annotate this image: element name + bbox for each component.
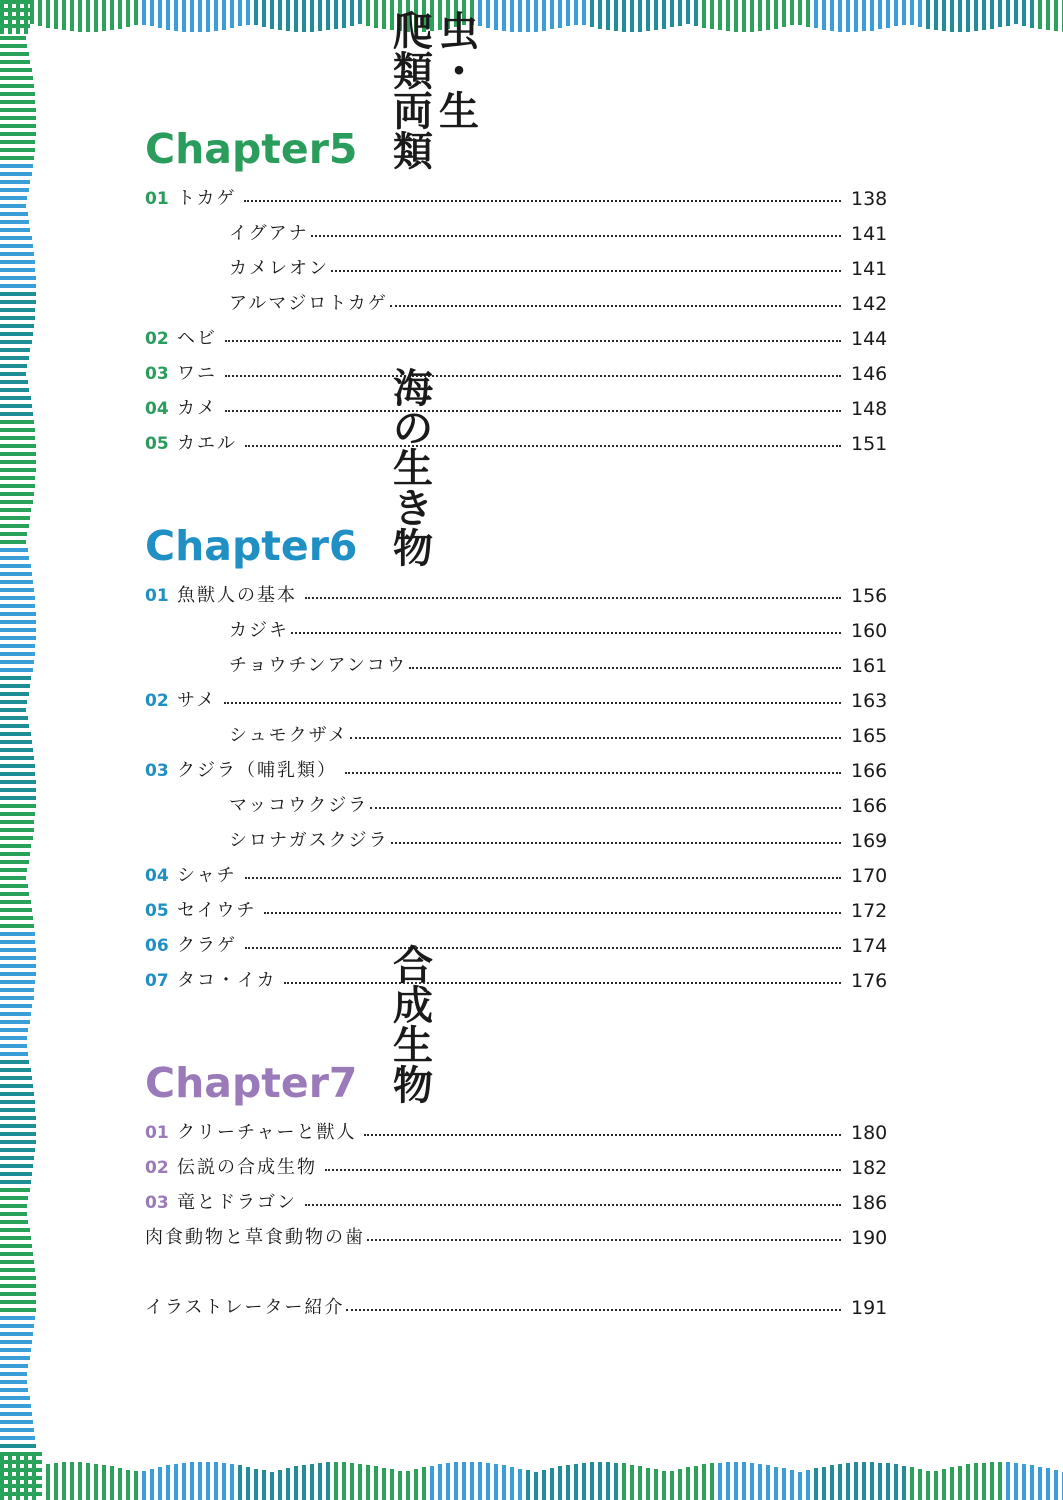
page-number: 142: [851, 293, 888, 315]
toc-entry[interactable]: [145, 584, 887, 608]
entry-label: ヘビ: [177, 328, 217, 349]
toc-entry[interactable]: [145, 397, 887, 421]
page-number: 170: [851, 865, 888, 887]
entry-label: カエル: [177, 433, 237, 454]
entry-label: カメ: [177, 398, 217, 419]
page-number: 141: [851, 223, 888, 245]
entry-label: チョウチンアンコウ: [229, 655, 407, 676]
dot-leader: [245, 947, 841, 949]
dot-leader: [331, 270, 841, 272]
entry-label: シロナガスクジラ: [229, 830, 389, 851]
page-number: 172: [851, 900, 888, 922]
page-number: 166: [851, 795, 888, 817]
dot-leader: [225, 340, 841, 342]
toc-entry[interactable]: [145, 1156, 887, 1180]
page-number: 156: [851, 585, 888, 607]
entry-label: シャチ: [177, 865, 237, 886]
page-number: 176: [851, 970, 888, 992]
page-number: 161: [851, 655, 888, 677]
entry-label: トカゲ: [177, 188, 237, 209]
entry-label: クリーチャーと獣人: [177, 1122, 357, 1143]
page-number: 146: [851, 363, 888, 385]
chapter-label: Chapter7: [145, 1059, 358, 1107]
toc-entry[interactable]: [145, 1191, 887, 1215]
toc-entry[interactable]: [229, 829, 887, 853]
page-number: 148: [851, 398, 888, 420]
entry-label: カジキ: [229, 620, 289, 641]
entry-number: 04: [145, 399, 169, 419]
page-number: 174: [851, 935, 888, 957]
dot-leader: [350, 737, 841, 739]
page-number: 141: [851, 258, 888, 280]
entry-label: クラゲ: [177, 935, 237, 956]
entry-label: 竜とドラゴン: [177, 1192, 297, 1213]
toc-entry[interactable]: [229, 654, 887, 678]
entry-number: 02: [145, 1158, 169, 1178]
entry-number: 05: [145, 434, 169, 454]
page-number: 163: [851, 690, 888, 712]
toc-entry[interactable]: [145, 759, 887, 783]
page-number: 160: [851, 620, 888, 642]
toc-entry[interactable]: [229, 257, 887, 281]
entry-label: ワニ: [177, 363, 217, 384]
toc-entry[interactable]: [145, 432, 887, 456]
dot-leader: [291, 632, 841, 634]
entry-label: クジラ（哺乳類）: [177, 760, 337, 781]
dot-leader: [305, 597, 841, 599]
toc-entry[interactable]: [145, 1121, 887, 1145]
dot-leader: [264, 912, 841, 914]
toc-entry[interactable]: [145, 864, 887, 888]
toc-entry[interactable]: [145, 1226, 887, 1250]
dot-leader: [244, 200, 841, 202]
dot-leader: [409, 667, 841, 669]
toc-entry[interactable]: [145, 327, 887, 351]
toc-entry[interactable]: [145, 934, 887, 958]
dot-leader: [311, 235, 841, 237]
toc-entry[interactable]: [145, 1296, 887, 1320]
chapter-label: Chapter6: [145, 522, 358, 570]
dot-leader: [284, 982, 841, 984]
chapter-label: Chapter5: [145, 125, 358, 173]
toc-entry[interactable]: [229, 222, 887, 246]
chapter-title: 合成生物: [393, 943, 439, 1109]
entry-label: 魚獣人の基本: [177, 585, 297, 606]
dot-leader: [245, 445, 841, 447]
entry-label: 肉食動物と草食動物の歯: [145, 1227, 365, 1248]
dot-leader: [367, 1239, 841, 1241]
entry-number: 01: [145, 586, 169, 606]
page-number: 138: [851, 188, 888, 210]
entry-number: 02: [145, 691, 169, 711]
entry-label: サメ: [177, 690, 217, 711]
page-number: 180: [851, 1122, 888, 1144]
dot-leader: [224, 702, 841, 704]
page-number: 186: [851, 1192, 888, 1214]
entry-number: 03: [145, 364, 169, 384]
toc-entry[interactable]: [145, 187, 887, 211]
toc-entry[interactable]: [229, 292, 887, 316]
entry-label: 伝説の合成生物: [177, 1157, 317, 1178]
dot-leader: [225, 375, 841, 377]
entry-number: 05: [145, 901, 169, 921]
chapter-title: 爬虫類・両生類: [393, 9, 485, 175]
page-number: 151: [851, 433, 888, 455]
toc-entry[interactable]: [145, 969, 887, 993]
entry-label: マッコウクジラ: [229, 795, 369, 816]
entry-label: セイウチ: [177, 900, 257, 921]
page-number: 190: [851, 1227, 888, 1249]
entry-number: 06: [145, 936, 169, 956]
chapter-title: 海の生き物: [393, 366, 439, 572]
toc-entry[interactable]: [145, 899, 887, 923]
dot-leader: [225, 410, 841, 412]
dot-leader: [390, 305, 841, 307]
dot-leader: [391, 842, 841, 844]
toc-entry[interactable]: [145, 689, 887, 713]
entry-label: カメレオン: [229, 258, 329, 279]
entry-label: イラストレーター紹介: [145, 1297, 345, 1318]
dot-leader: [325, 1169, 841, 1171]
dot-leader: [245, 877, 841, 879]
dot-leader: [364, 1134, 841, 1136]
toc-entry[interactable]: [145, 362, 887, 386]
page-number: 166: [851, 760, 888, 782]
page-number: 191: [851, 1297, 888, 1319]
entry-label: タコ・イカ: [177, 970, 277, 991]
page-number: 144: [851, 328, 888, 350]
page-number: 182: [851, 1157, 888, 1179]
dot-leader: [345, 772, 841, 774]
page-number: 165: [851, 725, 888, 747]
entry-label: イグアナ: [229, 223, 309, 244]
entry-label: シュモクザメ: [229, 725, 348, 746]
toc-entry[interactable]: [229, 724, 887, 748]
toc-entry[interactable]: [229, 619, 887, 643]
entry-number: 07: [145, 971, 169, 991]
dot-leader: [346, 1309, 841, 1311]
entry-number: 03: [145, 1193, 169, 1213]
page-number: 169: [851, 830, 888, 852]
entry-number: 01: [145, 1123, 169, 1143]
entry-number: 02: [145, 329, 169, 349]
entry-number: 01: [145, 189, 169, 209]
dot-leader: [305, 1204, 841, 1206]
toc-entry[interactable]: [229, 794, 887, 818]
entry-number: 04: [145, 866, 169, 886]
dot-leader: [370, 807, 841, 809]
entry-number: 03: [145, 761, 169, 781]
entry-label: アルマジロトカゲ: [229, 293, 388, 314]
